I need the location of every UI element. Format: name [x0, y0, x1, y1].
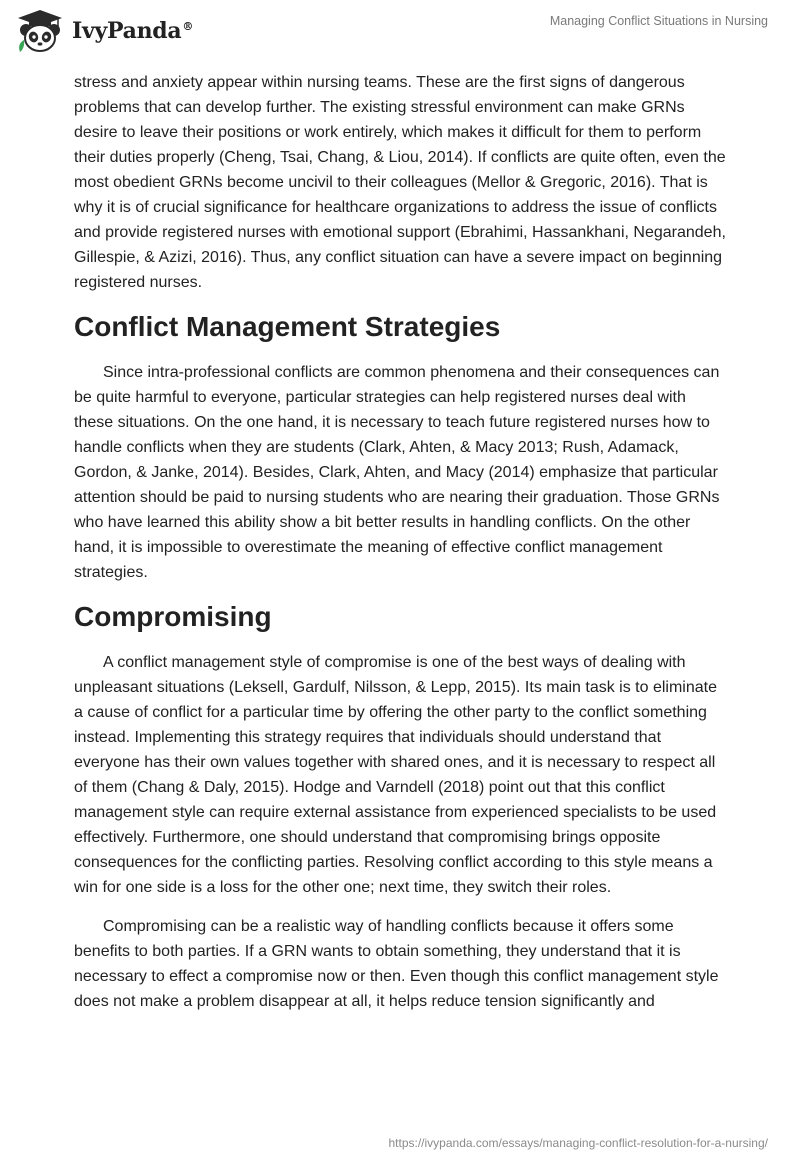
footer-source-url[interactable]: https://ivypanda.com/essays/managing-conflict-resolution-for-a-nursing/ [388, 1136, 768, 1150]
compromising-paragraph-2: Compromising can be a realistic way of handling conflicts because it offers some benefits to both parties. If a GRN wants to obtain something, they understand that it is necessary to effect a compromise now or then. Even though this conflict management style does not make a problem disappear at all, it helps reduce tension significantly and [74, 918, 719, 1010]
conflict-management-paragraph: Since intra-professional conflicts are common phenomena and their consequences can be quite harmful to everyone, particular strategies can help registered nurses deal with these situations. On the one hand, it is necessary to teach future registered nurses how to handle conflicts when they are students (Clark, Ahten, & Macy 2013; Rush, Adamack, Gordon, & Janke, 2014). Besides, Clark, Ahten, and Macy (2014) emphasize that particular attention should be paid to nursing students who are nearing their graduation. Those GRNs who have learned this ability show a bit better results in handling conflicts. On the other hand, it is impossible to overestimate the meaning of effective conflict management strategies. [74, 364, 720, 581]
compromising-paragraph-1: A conflict management style of compromise is one of the best ways of dealing with unpleasant situations (Leksell, Gardulf, Nilsson, & Lepp, 2015). Its main task is to eliminate a cause of conflict for a particular time by offering the other party to the conflict something instead. Implementing this strategy requires that individuals should understand that everyone has their own values together with shared ones, and it is necessary to respect all of them (Chang & Daly, 2015). Hodge and Varndell (2018) point out that this conflict management style can require external assistance from experienced specialists to be used effectively. Furthermore, one should understand that compromising brings opposite consequences for the conflicting parties. Resolving conflict according to this style means a win for one side is a loss for the other one; next time, they switch their roles. [74, 654, 717, 896]
panda-logo-icon [14, 8, 66, 54]
page-header [0, 0, 800, 70]
essay-body [74, 70, 726, 1028]
section-heading-conflict-management: Conflict Management Strategies [74, 311, 501, 342]
brand-name: IvyPanda® [72, 18, 194, 44]
intro-paragraph: stress and anxiety appear within nursing teams. These are the first signs of dangerous problems that can develop further. The existing stressful environment can make GRNs desire to leave their positions or work entirely, which makes it difficult for them to perform their duties properly (Cheng, Tsai, Chang, & Liou, 2014). If conflicts are quite often, even the most obedient GRNs become uncivil to their colleagues (Mellor & Gregoric, 2016). That is why it is of crucial significance for healthcare organizations to address the issue of conflicts and provide registered nurses with emotional support (Ebrahimi, Hassankhani, Negarandeh, Gillespie, & Azizi, 2016). Thus, any conflict situation can have a severe impact on beginning registered nurses. [74, 74, 726, 291]
section-heading-compromising: Compromising [74, 601, 272, 632]
brand-logo[interactable] [14, 8, 193, 54]
document-title: Managing Conflict Situations in Nursing [549, 14, 768, 28]
